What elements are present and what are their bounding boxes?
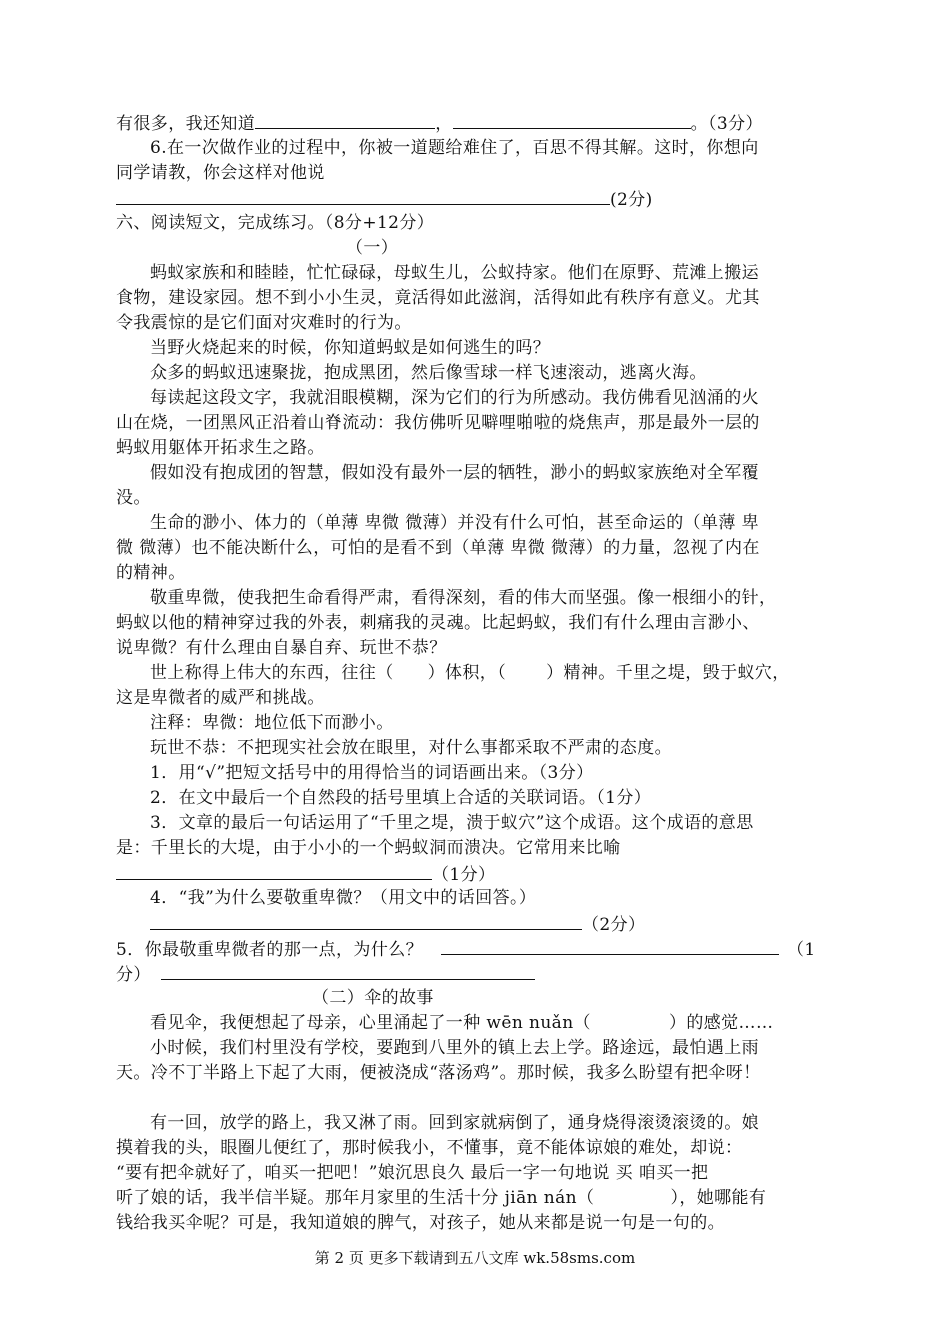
text: 听了娘的话，我半信半疑。那年月家里的生活十分 jiān nán（ <box>116 1188 595 1208</box>
subsection-heading: （一） <box>346 238 399 258</box>
text: ）精神。千里之堤，毁于蚁穴， <box>546 663 790 683</box>
question-1: 1．用“√”把短文括号中的用得恰当的词语画出来。（3分） <box>150 763 594 783</box>
text-line: 6.在一次做作业的过程中，你被一道题给难住了，百思不得其解。这时，你想向 <box>150 138 759 158</box>
text-line: 天。冷不丁半路上下起了大雨，便被浇成“落汤鸡”。那时候，我多么盼望有把伞呀！ <box>116 1063 761 1083</box>
text-line: 众多的蚂蚁迅速聚拢，抱成黑团，然后像雪球一样飞速滚动，逃离火海。 <box>150 363 707 383</box>
answer-blank[interactable] <box>453 110 691 129</box>
text-line <box>116 110 763 135</box>
answer-blank[interactable] <box>150 911 582 930</box>
text: （2分） <box>582 915 646 935</box>
page-footer: 第 2 页 更多下载请到五八文库 wk.58sms.com <box>314 1249 636 1267</box>
text: 看见伞，我便想起了母亲，心里涌起了一种 wēn nuǎn（ <box>150 1013 591 1033</box>
section-heading: 六、阅读短文，完成练习。（8分+12分） <box>116 213 435 233</box>
text: 。（3分） <box>690 114 763 134</box>
text-line: 假如没有抱成团的智慧，假如没有最外一层的牺牲，渺小的蚂蚁家族绝对全军覆 <box>150 463 759 483</box>
text: 世上称得上伟大的东西，往往（ <box>150 663 394 683</box>
text-line: 敬重卑微，使我把生命看得严肃，看得深刻，看的伟大而坚强。像一根细小的针， <box>150 588 777 608</box>
question-4: 4．“我”为什么要敬重卑微？（用文中的话回答。） <box>150 888 537 908</box>
answer-blank[interactable] <box>116 861 432 880</box>
text-line: 说卑微？有什么理由自暴自弃、玩世不恭？ <box>116 638 447 658</box>
text: （1 <box>787 940 816 960</box>
text-line: 蚂蚁以他的精神穿过我的外表，刺痛我的灵魂。比起蚂蚁，我们有什么理由言渺小、 <box>116 613 760 633</box>
answer-blank[interactable] <box>441 936 779 955</box>
answer-blank[interactable] <box>116 186 610 205</box>
question-3: 3．文章的最后一句话运用了“千里之堤，溃于蚁穴”这个成语。这个成语的意思 <box>150 813 754 833</box>
text-line: 蚂蚁家族和和睦睦，忙忙碌碌，母蚁生儿，公蚁持家。他们在原野、荒滩上搬运 <box>150 263 759 283</box>
text: 5．你最敬重卑微者的那一点，为什么？ <box>116 940 424 960</box>
text-line: 生命的渺小、体力的（单薄 卑微 微薄）并没有什么可怕，甚至命运的（单薄 卑 <box>150 513 760 533</box>
text-line: “要有把伞就好了，咱买一把吧！”娘沉思良久 最后一字一句地说 买 咱买一把 <box>116 1163 709 1183</box>
text: ），她哪能有 <box>670 1188 767 1208</box>
text-line <box>116 861 495 886</box>
text-line <box>116 1186 766 1211</box>
text-line: 小时候，我们村里没有学校，要跑到八里外的镇上去上学。路途远，最怕遇上雨 <box>150 1038 759 1058</box>
text: ）体积，（ <box>427 663 507 683</box>
text-line: 食物，建设家园。想不到小小生灵，竟活得如此滋润，活得如此有秩序有意义。尤其 <box>116 288 760 308</box>
answer-blank[interactable] <box>161 961 535 980</box>
text: (2分) <box>610 190 653 210</box>
text-line: 是：千里长的大堤，由于小小的一个蚂蚁洞而溃决。它常用来比喻 <box>116 838 621 858</box>
text-line <box>116 186 653 211</box>
text-line: 同学请教，你会这样对他说 <box>116 163 325 183</box>
text-line <box>150 911 645 936</box>
answer-blank[interactable] <box>255 110 435 129</box>
text: ， <box>435 114 453 134</box>
text-line: 微 微薄）也不能决断什么，可怕的是看不到（单薄 卑微 微薄）的力量，忽视了内在 <box>116 538 760 558</box>
text: （1分） <box>432 865 496 885</box>
note-line: 玩世不恭：不把现实社会放在眼里，对什么事都采取不严肃的态度。 <box>150 738 672 758</box>
text-line: 山在烧，一团黑风正沿着山脊流动：我仿佛听见噼哩啪啦的烧焦声，那是最外一层的 <box>116 413 760 433</box>
text-line: 钱给我买伞呢？可是，我知道娘的脾气，对孩子，她从来都是说一句是一句的。 <box>116 1213 725 1233</box>
text-line: 没。 <box>116 488 151 508</box>
text-line: 这是卑微者的威严和挑战。 <box>116 688 325 708</box>
note-line: 注释：卑微：地位低下而渺小。 <box>150 713 394 733</box>
text-line: 当野火烧起来的时候，你知道蚂蚁是如何逃生的吗？ <box>150 338 551 358</box>
text: 有很多，我还知道 <box>116 114 256 134</box>
question-5 <box>116 936 816 961</box>
text-line: 令我震惊的是它们面对灾难时的行为。 <box>116 313 412 333</box>
text-line: 每读起这段文字，我就泪眼模糊，深为它们的行为所感动。我仿佛看见汹涌的火 <box>150 388 759 408</box>
text: ）的感觉…… <box>668 1013 774 1033</box>
text-line <box>150 1011 773 1036</box>
question-2: 2．在文中最后一个自然段的括号里填上合适的关联词语。（1分） <box>150 788 652 808</box>
text-line: 蚂蚁用躯体开拓求生之路。 <box>116 438 325 458</box>
text-line: 有一回，放学的路上，我又淋了雨。回到家就病倒了，通身烧得滚烫滚烫的。娘 <box>150 1113 759 1133</box>
text-line: 摸着我的头，眼圈儿便红了，那时候我小，不懂事，竟不能体谅娘的难处，却说： <box>116 1138 743 1158</box>
text: 分） <box>116 965 151 985</box>
text-line <box>150 661 790 686</box>
text-line: 的精神。 <box>116 563 186 583</box>
text-line <box>116 961 535 986</box>
subsection-heading: （二）伞的故事 <box>312 988 434 1008</box>
